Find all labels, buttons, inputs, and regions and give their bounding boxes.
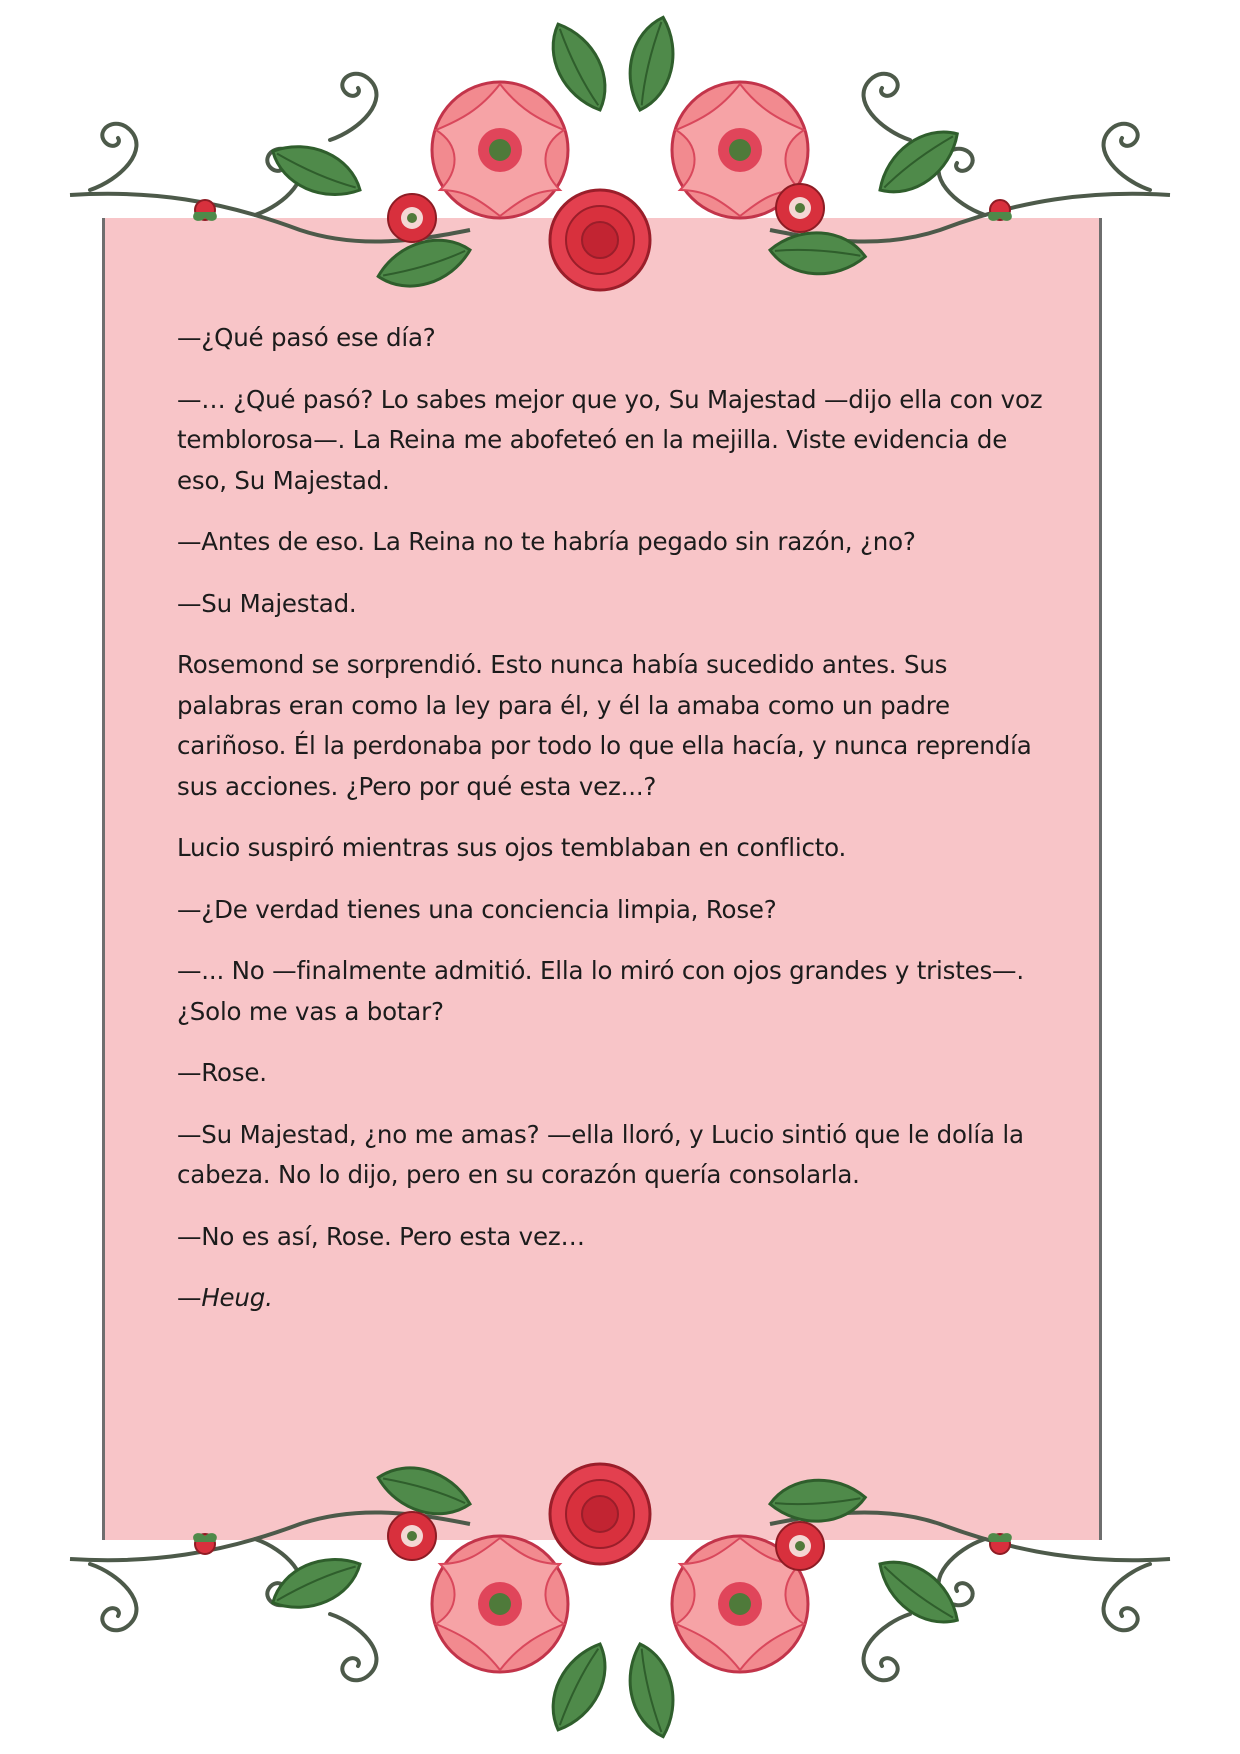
paragraph: —Su Majestad. xyxy=(177,588,357,618)
paragraph: —¿De verdad tienes una conciencia limpia, Rose? xyxy=(177,894,777,924)
paragraph: —Su Majestad, ¿no me amas? —ella lloró, y Lucio sintió que le dolía la cabeza. No lo dijo, pero en su corazón quería consolarla. xyxy=(177,1119,1024,1189)
paragraph: Rosemond se sorprendió. Esto nunca había sucedido antes. Sus palabras eran como la ley para él, y él la amaba como un padre cariñoso. Él la perdonaba por todo lo que ella hacía, y nunca reprendía sus acciones. ¿Pero por qué esta vez...? xyxy=(177,650,1032,801)
paragraph: —No es así, Rose. Pero esta vez… xyxy=(177,1221,585,1251)
italic-text: Heug. xyxy=(201,1283,273,1312)
floral-ornament-graphic xyxy=(0,0,1240,340)
paragraph: —... No —finalmente admitió. Ella lo miró con ojos grandes y tristes—. ¿Solo me vas a botar? xyxy=(177,956,1024,1026)
paragraph: —Rose. xyxy=(177,1058,267,1087)
bottom-floral-ornament xyxy=(0,1414,1240,1754)
floral-ornament-graphic-bottom xyxy=(0,1414,1240,1754)
paragraph: —Antes de eso. La Reina no te habría pegado sin razón, ¿no? xyxy=(177,527,916,556)
paragraph: —¿Qué pasó ese día? xyxy=(177,323,436,352)
dash: — xyxy=(177,1283,202,1312)
top-floral-ornament xyxy=(0,0,1240,340)
paragraph: Lucio suspiró mientras sus ojos temblaban en conflicto. xyxy=(177,833,847,862)
last-paragraph xyxy=(177,1278,1057,1319)
story-text xyxy=(177,318,1057,1340)
paragraph: —… ¿Qué pasó? Lo sabes mejor que yo, Su Majestad —dijo ella con voz temblorosa—. La Reina me abofeteó en la mejilla. Viste evidencia de eso, Su Majestad. xyxy=(177,384,1043,495)
